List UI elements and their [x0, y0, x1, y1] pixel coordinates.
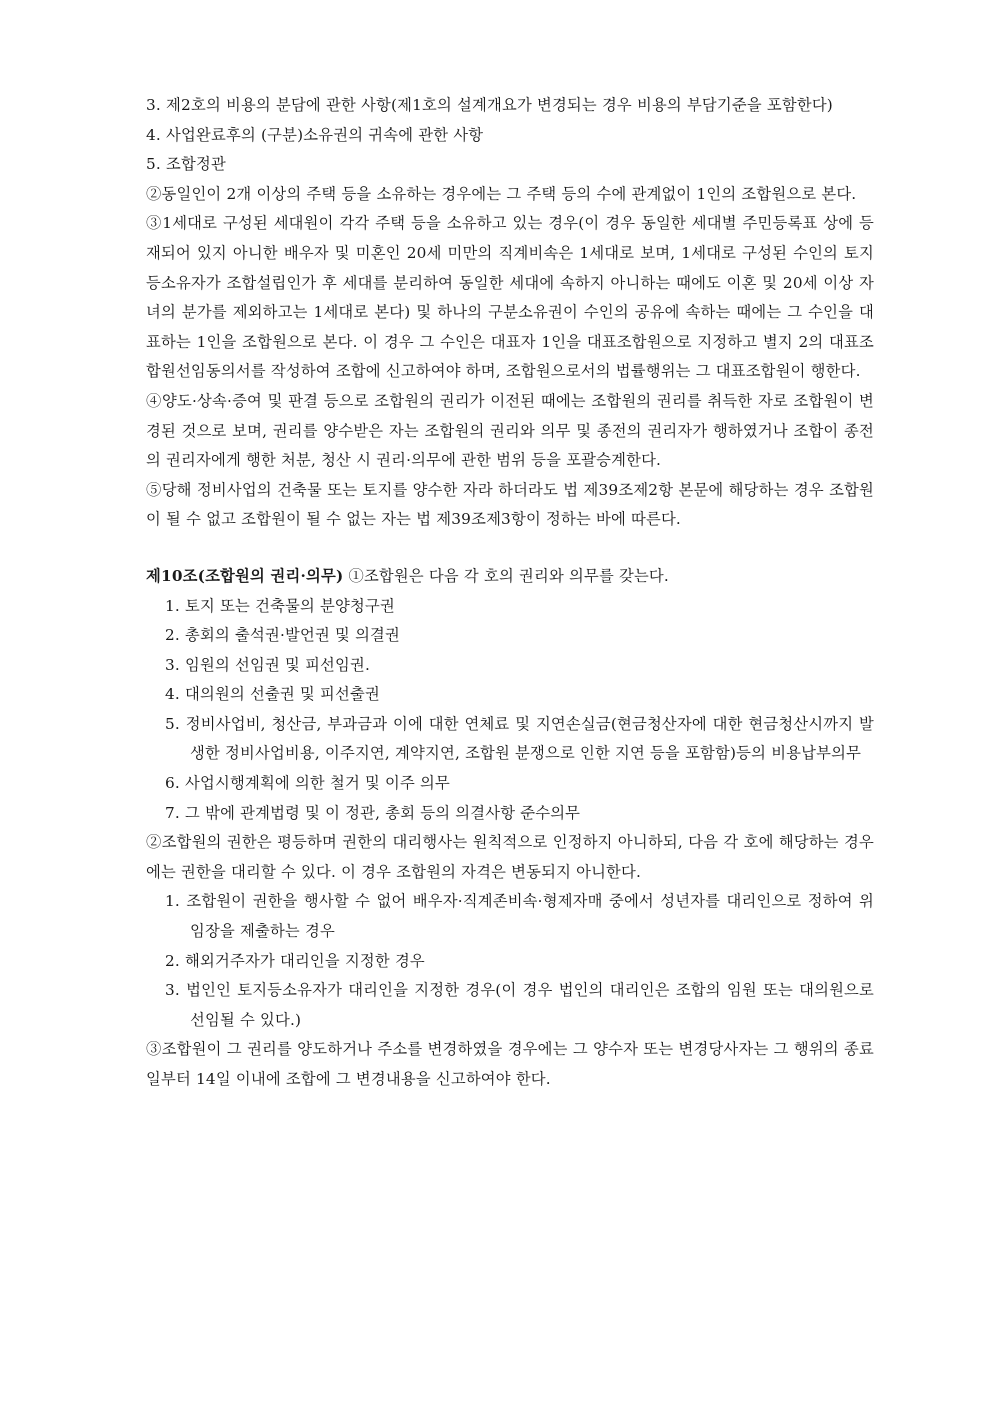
- list-item: 3. 법인인 토지등소유자가 대리인을 지정한 경우(이 경우 법인의 대리인은 조합의 임원 또는 대의원으로 선임될 수 있다.): [165, 981, 874, 1029]
- list-item: 5. 조합정관: [146, 155, 226, 174]
- paragraph-2: ②동일인이 2개 이상의 주택 등을 소유하는 경우에는 그 주택 등의 수에 관계없이 1인의 조합원으로 본다.: [146, 184, 857, 203]
- list-item: 2. 총회의 출석권·발언권 및 의결권: [165, 626, 401, 645]
- list-item: 1. 조합원이 권한을 행사할 수 없어 배우자·직계존비속·형제자매 중에서 성년자를 대리인으로 정하여 위임장을 제출하는 경우: [165, 892, 874, 941]
- list-item: 6. 사업시행계획에 의한 철거 및 이주 의무: [165, 774, 450, 793]
- section-gap: [146, 535, 874, 562]
- paragraph-5: ⑤당해 정비사업의 건축물 또는 토지를 양수한 자라 하더라도 법 제39조제2항 본문에 해당하는 경우 조합원이 될 수 없고 조합원이 될 수 없는 자는 법 제39조제3항이 정하는 바에 따른다.: [146, 480, 874, 529]
- list-item: 3. 임원의 선임권 및 피선임권.: [165, 655, 371, 674]
- article-10-heading: 제10조(조합원의 권리·의무): [146, 566, 344, 585]
- article-10-paragraph-3: ③조합원이 그 권리를 양도하거나 주소를 변경하였을 경우에는 그 양수자 또는 변경당사자는 그 행위의 종료일부터 14일 이내에 조합에 그 변경내용을 신고하여야 한다.: [146, 1040, 874, 1088]
- list-item: 4. 대의원의 선출권 및 피선출권: [165, 685, 380, 704]
- article-10-intro-text: ①조합원은 다음 각 호의 권리와 의무를 갖는다.: [343, 566, 669, 585]
- list-item: 1. 토지 또는 건축물의 분양청구권: [165, 596, 395, 615]
- article-10-intro: [146, 562, 874, 592]
- list-item: 3. 제2호의 비용의 분담에 관한 사항(제1호의 설계개요가 변경되는 경우 비용의 부담기준을 포함한다): [146, 96, 833, 114]
- document-page: [146, 91, 874, 1095]
- list-item: 2. 해외거주자가 대리인을 지정한 경우: [165, 951, 425, 970]
- paragraph-4: ④양도·상속·증여 및 판결 등으로 조합원의 권리가 이전된 때에는 조합원의 권리를 취득한 자로 조합원이 변경된 것으로 보며, 권리를 양수받은 자는 조합원의 권리와 의무 및 종전의 권리자가 행하였거나 조합이 종전의 권리자에게 행한 처분, 청산 시 권리·의무에 관한 범위 등을 포괄승계한다.: [146, 391, 874, 470]
- list-item: 7. 그 밖에 관계법령 및 이 정관, 총회 등의 의결사항 준수의무: [165, 803, 581, 822]
- article-10-paragraph-2: ②조합원의 권한은 평등하며 권한의 대리행사는 원칙적으로 인정하지 아니하되, 다음 각 호에 해당하는 경우에는 권한을 대리할 수 있다. 이 경우 조합원의 자격은 변동되지 아니한다.: [146, 833, 874, 881]
- paragraph-3: ③1세대로 구성된 세대원이 각각 주택 등을 소유하고 있는 경우(이 경우 동일한 세대별 주민등록표 상에 등재되어 있지 아니한 배우자 및 미혼인 20세 미만의 직계비속은 1세대로 보며, 1세대로 구성된 수인의 토지등소유자가 조합설립인가 후 세대를 분리하여 동일한 세대에 속하지 아니하는 때에도 이혼 및 20세 이상 자녀의 분가를 제외하고는 1세대로 본다) 및 하나의 구분소유권이 수인의 공유에 속하는 때에는 그 수인을 대표하는 1인을 조합원으로 본다. 이 경우 그 수인은 대표자 1인을 대표조합원으로 지정하고 별지 2의 대표조합원선임동의서를 작성하여 조합에 신고하여야 하며, 조합원으로서의 법률행위는 그 대표조합원이 행한다.: [146, 214, 874, 381]
- list-item: 4. 사업완료후의 (구분)소유권의 귀속에 관한 사항: [146, 125, 484, 144]
- list-item: 5. 정비사업비, 청산금, 부과금과 이에 대한 연체료 및 지연손실금(현금청산자에 대한 현금청산시까지 발생한 정비사업비용, 이주지연, 계약지연, 조합원 분쟁으로 인한 지연 등을 포함함)등의 비용납부의무: [165, 714, 874, 763]
